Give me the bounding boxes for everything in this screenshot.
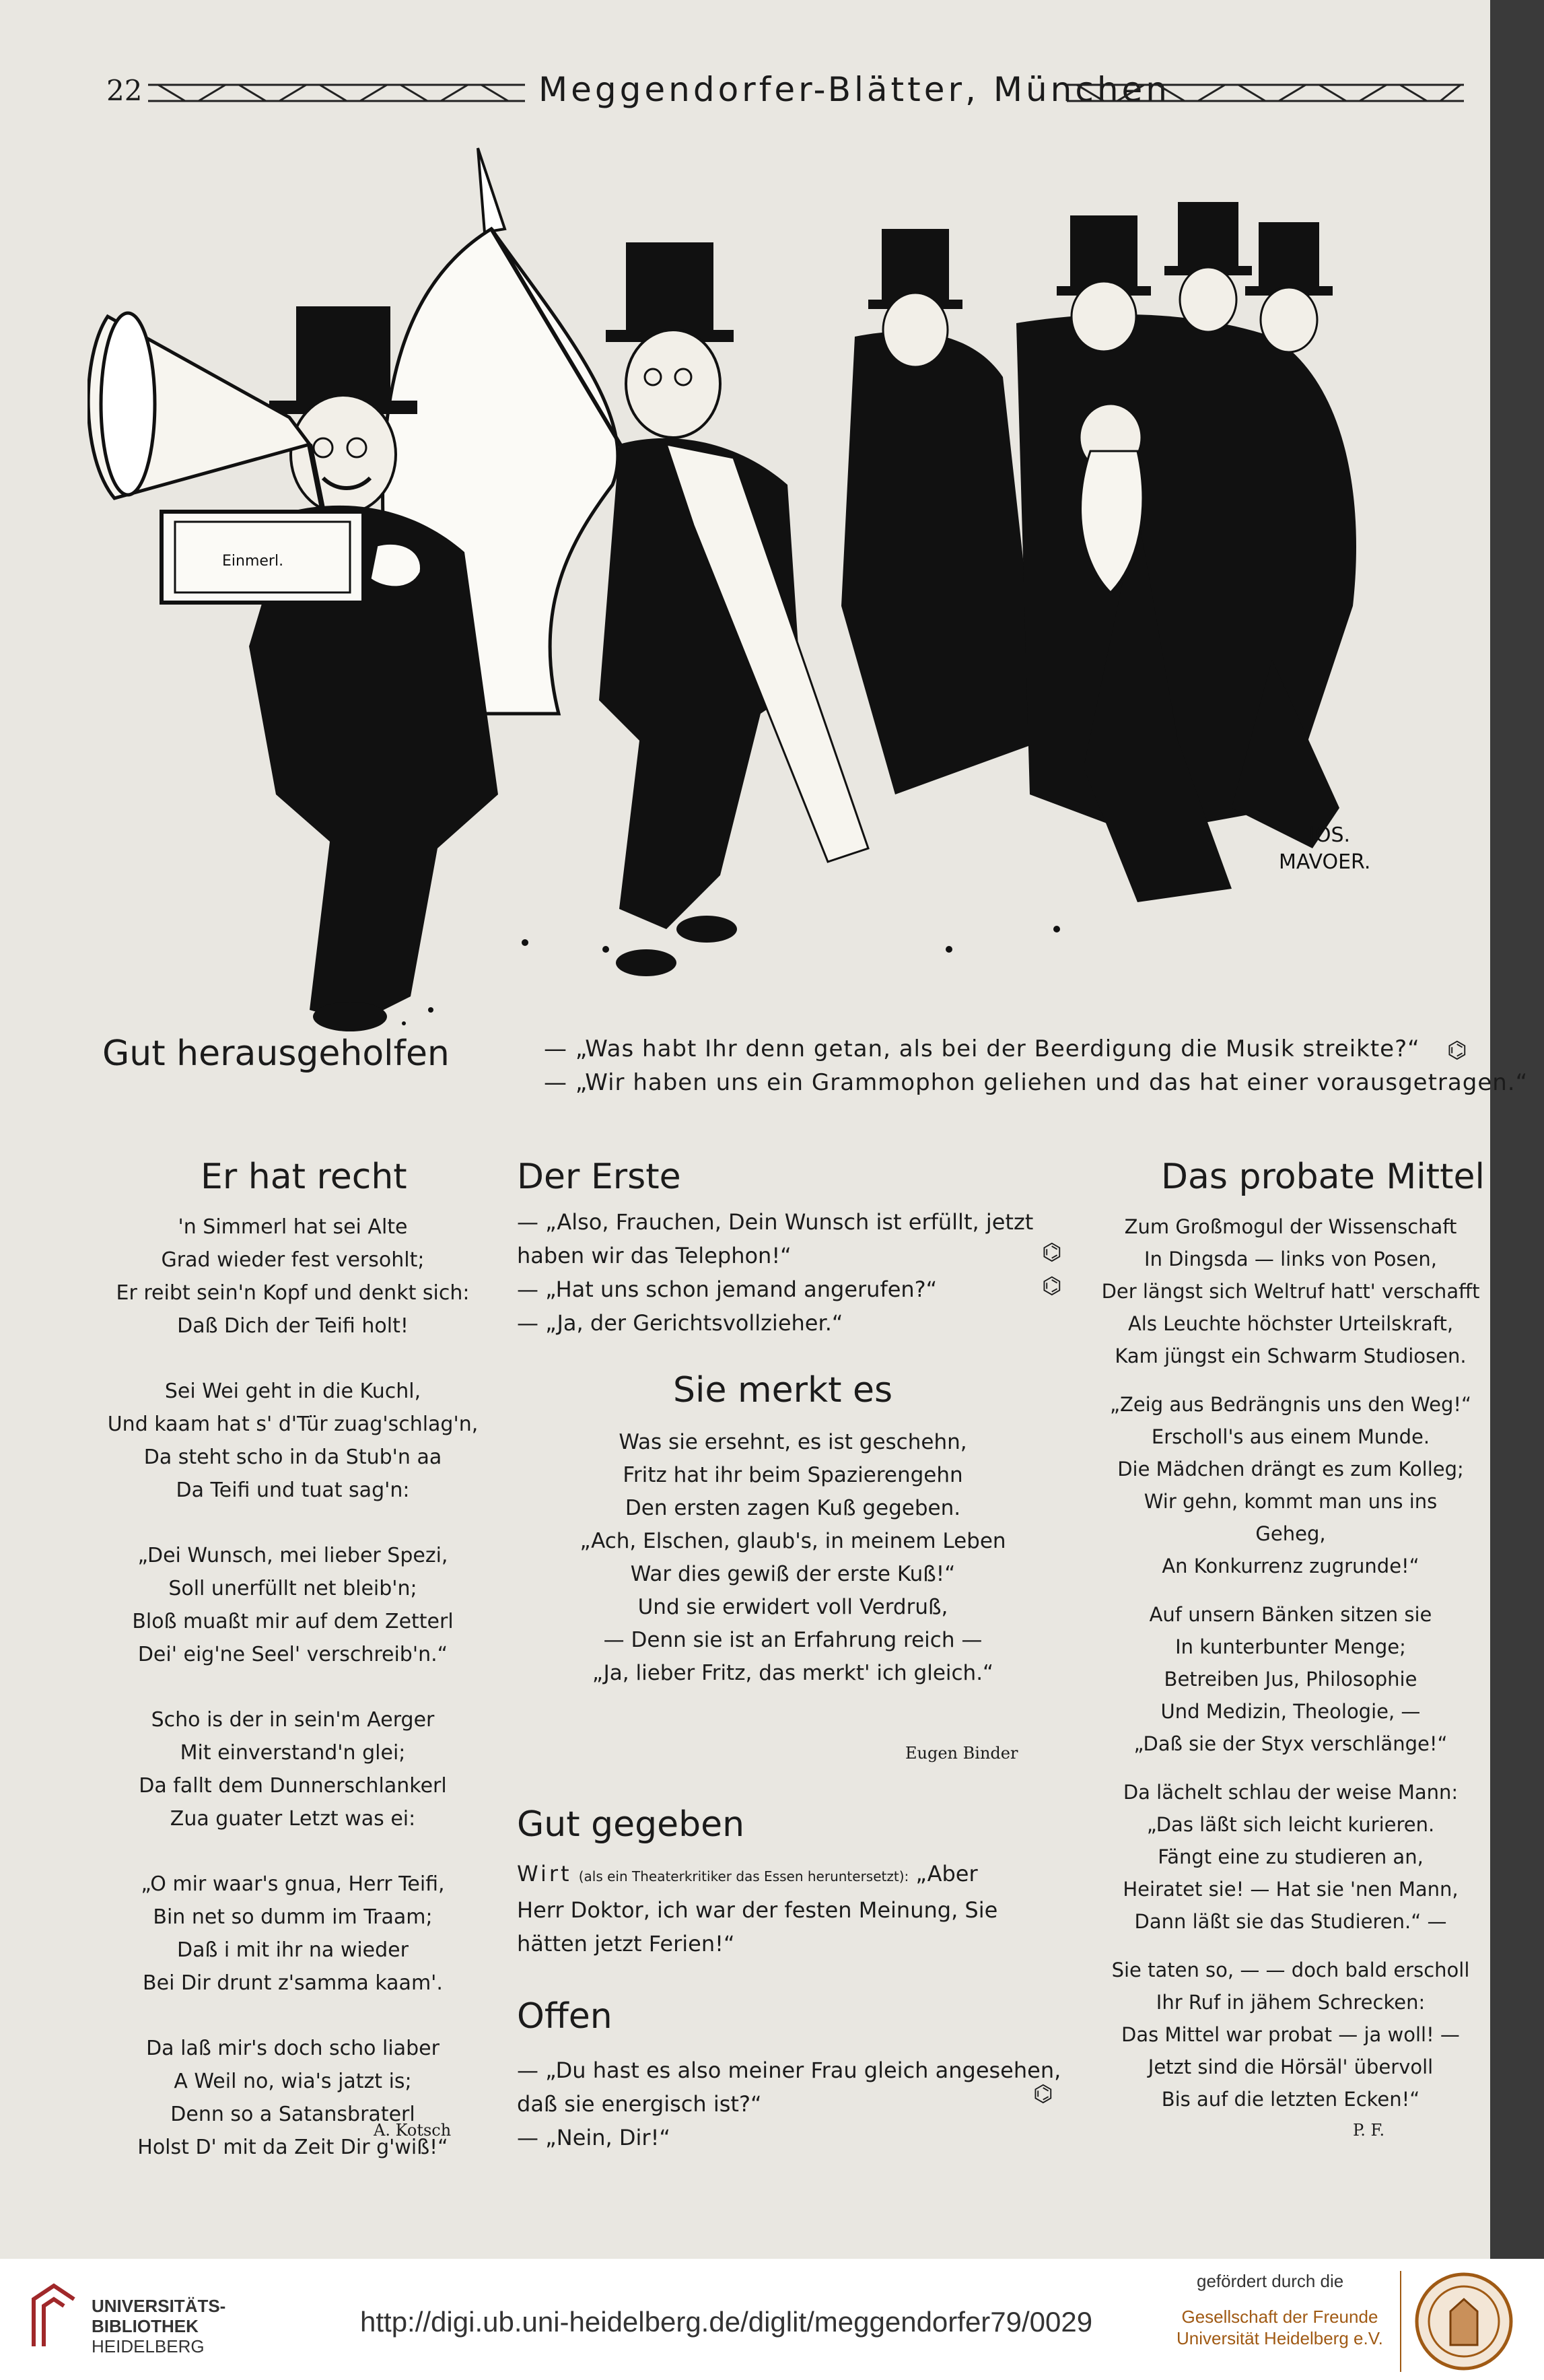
artist-signature-2: MAVOER. xyxy=(1279,850,1371,874)
artist-signature: IOS. xyxy=(1309,823,1351,847)
left-stanza xyxy=(87,1211,498,1342)
sponsor-line: Gesellschaft der Freunde xyxy=(1181,2307,1378,2327)
caption-line-1: — „Was habt Ihr denn getan, als bei der Beerdigung die Musik streikte?“ xyxy=(544,1035,1420,1062)
poem-line: An Konkurrenz zugrunde!“ xyxy=(1162,1555,1419,1577)
poem-line: Bin net so dumm im Traam; xyxy=(153,1905,433,1929)
library-line: HEIDELBERG xyxy=(92,2336,205,2356)
erste-line: haben wir das Telephon!“ xyxy=(517,1243,792,1268)
poem-line: „O mir waar's gnua, Herr Teifi, xyxy=(141,1872,445,1896)
poem-line: Dei' eig'ne Seel' verschreib'n.“ xyxy=(137,1643,448,1666)
header-ornament-right xyxy=(1063,79,1467,106)
poem-line: Da steht scho in da Stub'n aa xyxy=(143,1446,442,1469)
section-glyph-icon: ⌬ xyxy=(1033,2080,1053,2107)
poem-line: Erscholl's aus einem Munde. xyxy=(1151,1425,1430,1448)
library-logo-icon xyxy=(27,2279,81,2353)
page-number: 22 xyxy=(106,74,143,107)
poem-line: Das Mittel war probat — ja woll! — xyxy=(1121,2023,1460,2046)
erste-text xyxy=(517,1205,1069,1340)
poem-line: In Dingsda — links von Posen, xyxy=(1144,1248,1437,1270)
header-ornament-left xyxy=(145,79,528,106)
poem-line: Der längst sich Weltruf hatt' verschafft xyxy=(1101,1280,1480,1303)
poem-line: Da laß mir's doch scho liaber xyxy=(146,2037,440,2060)
poem-line: 'n Simmerl hat sei Alte xyxy=(178,1215,408,1239)
left-title: Er hat recht xyxy=(201,1157,407,1197)
gegeben-speaker: Wirt xyxy=(517,1861,572,1886)
gegeben-text xyxy=(517,1857,1069,1961)
poem-line: Da Teifi und tuat sag'n: xyxy=(176,1478,410,1502)
poem-line: Da fallt dem Dunnerschlankerl xyxy=(139,1774,447,1798)
gegeben-note: (als ein Theaterkritiker das Essen heruntersetzt): xyxy=(578,1868,909,1884)
poem-line: „Ach, Elschen, glaub's, in meinem Leben xyxy=(580,1529,1006,1553)
offen-line: — „Du hast es also meiner Frau gleich angesehen, xyxy=(517,2058,1061,2083)
erste-title: Der Erste xyxy=(517,1157,681,1197)
poem-line: Und sie erwidert voll Verdruß, xyxy=(637,1595,948,1619)
right-title: Das probate Mittel xyxy=(1161,1157,1485,1197)
left-poem xyxy=(87,1211,498,2168)
poem-line: Er reibt sein'n Kopf und denkt sich: xyxy=(116,1281,470,1305)
right-poem xyxy=(1094,1211,1487,2119)
poem-line: Bis auf die letzten Ecken!“ xyxy=(1161,2088,1420,2111)
left-stanza xyxy=(87,1703,498,1835)
cartoon-title: Gut herausgeholfen xyxy=(102,1033,450,1074)
poem-line: Den ersten zagen Kuß gegeben. xyxy=(625,1496,961,1520)
right-stanza xyxy=(1094,1776,1487,1938)
poem-line: Grad wieder fest versohlt; xyxy=(161,1248,425,1272)
sponsor-name xyxy=(1177,2306,1383,2349)
poem-line: Sie taten so, — — doch bald erscholl xyxy=(1111,1959,1470,1981)
poem-line: Soll unerfüllt net bleib'n; xyxy=(168,1577,417,1600)
poem-line: Betreiben Jus, Philosophie xyxy=(1164,1668,1417,1691)
right-stanza xyxy=(1094,1388,1487,1582)
poem-line: — Denn sie ist an Erfahrung reich — xyxy=(603,1628,983,1652)
poem-line: Fritz hat ihr beim Spazierengehn xyxy=(623,1463,963,1487)
gegeben-line: hätten jetzt Ferien!“ xyxy=(517,1931,735,1957)
merkt-poem xyxy=(517,1426,1069,1690)
right-signature: P. F. xyxy=(1353,2121,1385,2140)
permalink-url[interactable]: http://digi.ub.uni-heidelberg.de/diglit/meggendorfer79/0029 xyxy=(360,2306,1093,2338)
erste-line: — „Hat uns schon jemand angerufen?“ xyxy=(517,1277,938,1302)
left-signature: A. Kotsch xyxy=(374,2121,452,2140)
left-stanza xyxy=(87,2032,498,2164)
poem-line: Heiratet sie! — Hat sie 'nen Mann, xyxy=(1123,1878,1459,1901)
scan-edge xyxy=(1490,0,1544,2259)
poem-line: Scho is der in sein'm Aerger xyxy=(151,1708,435,1732)
cartoon-illustration xyxy=(87,135,1474,1044)
gegeben-title: Gut gegeben xyxy=(517,1804,745,1845)
erste-line: — „Also, Frauchen, Dein Wunsch ist erfüllt, jetzt xyxy=(517,1209,1034,1235)
poem-line: „Ja, lieber Fritz, das merkt' ich gleich.“ xyxy=(592,1661,994,1685)
poem-line: Fängt eine zu studieren an, xyxy=(1158,1845,1424,1868)
left-stanza xyxy=(87,1868,498,2000)
gegeben-first-line xyxy=(517,1857,1069,1893)
offen-title: Offen xyxy=(517,1996,612,2037)
poem-line: Daß i mit ihr na wieder xyxy=(177,1938,409,1962)
merkt-title: Sie merkt es xyxy=(673,1370,893,1410)
merkt-signature: Eugen Binder xyxy=(905,1744,1018,1763)
caption-line-2: — „Wir haben uns ein Grammophon geliehen und das hat einer vorausgetragen.“ xyxy=(544,1069,1529,1096)
gegeben-line: Herr Doktor, ich war der festen Meinung, Sie xyxy=(517,1897,998,1923)
poem-line: Jetzt sind die Hörsäl' übervoll xyxy=(1148,2055,1434,2078)
library-line: BIBLIOTHEK xyxy=(92,2316,199,2336)
poem-line: Daß Dich der Teifi holt! xyxy=(177,1314,409,1338)
sponsor-label: gefördert durch die xyxy=(1197,2271,1344,2291)
right-stanza xyxy=(1094,1211,1487,1372)
poem-line: Ihr Ruf in jähem Schrecken: xyxy=(1156,1991,1426,2014)
poem-line: Bloß muaßt mir auf dem Zetterl xyxy=(132,1610,454,1633)
magazine-title: Meggendorfer-Blätter, München xyxy=(538,70,1170,109)
offen-text xyxy=(517,2053,1069,2154)
poem-line: Mit einverstand'n glei; xyxy=(180,1741,406,1765)
poem-line: Geheg, xyxy=(1255,1522,1326,1545)
library-line: UNIVERSITÄTS- xyxy=(92,2296,226,2316)
poem-line: „Daß sie der Styx verschlänge!“ xyxy=(1133,1732,1448,1755)
poem-line: „Dei Wunsch, mei lieber Spezi, xyxy=(137,1544,448,1567)
poem-line: In kunterbunter Menge; xyxy=(1175,1635,1406,1658)
poem-line: War dies gewiß der erste Kuß!“ xyxy=(630,1562,956,1586)
right-stanza xyxy=(1094,1598,1487,1760)
poem-line: Dann läßt sie das Studieren.“ — xyxy=(1134,1910,1447,1933)
gegeben-quote-start: „Aber xyxy=(915,1861,978,1886)
poem-line: „Zeig aus Bedrängnis uns den Weg!“ xyxy=(1109,1393,1472,1416)
sponsor-line: Universität Heidelberg e.V. xyxy=(1177,2328,1383,2348)
poem-line: Zum Großmogul der Wissenschaft xyxy=(1124,1215,1457,1238)
poem-line: „Das läßt sich leicht kurieren. xyxy=(1146,1813,1435,1836)
section-glyph-icon: ⌬ xyxy=(1042,1272,1062,1299)
sponsor-divider xyxy=(1400,2271,1401,2372)
poem-line: Kam jüngst ein Schwarm Studiosen. xyxy=(1115,1345,1467,1367)
poem-line: Wir gehn, kommt man uns ins xyxy=(1144,1490,1438,1513)
university-seal-icon xyxy=(1413,2271,1514,2372)
poem-line: Als Leuchte höchster Urteilskraft, xyxy=(1127,1312,1454,1335)
left-stanza xyxy=(87,1375,498,1507)
poem-line: Da lächelt schlau der weise Mann: xyxy=(1123,1781,1459,1804)
poem-line: Was sie ersehnt, es ist geschehn, xyxy=(619,1430,967,1454)
poem-line: Bei Dir drunt z'samma kaam'. xyxy=(143,1971,443,1995)
poem-line: Denn so a Satansbraterl xyxy=(170,2103,415,2126)
left-stanza xyxy=(87,1539,498,1671)
poem-line: Zua guater Letzt was ei: xyxy=(170,1807,416,1831)
poem-line: Sei Wei geht in die Kuchl, xyxy=(164,1380,421,1403)
section-glyph-icon: ⌬ xyxy=(1042,1239,1062,1266)
section-glyph-icon: ⌬ xyxy=(1447,1037,1467,1064)
offen-line: — „Nein, Dir!“ xyxy=(517,2125,670,2150)
poem-line: A Weil no, wia's jatzt is; xyxy=(174,2070,412,2093)
gramophone-label: Einmerl. xyxy=(222,553,284,570)
library-name xyxy=(92,2296,225,2356)
poem-line: Auf unsern Bänken sitzen sie xyxy=(1149,1603,1432,1626)
erste-line: — „Ja, der Gerichtsvollzieher.“ xyxy=(517,1310,843,1336)
poem-line: Die Mädchen drängt es zum Kolleg; xyxy=(1117,1458,1464,1481)
poem-line: Und kaam hat s' d'Tür zuag'schlag'n, xyxy=(107,1413,479,1436)
right-stanza xyxy=(1094,1954,1487,2115)
poem-line: Und Medizin, Theologie, — xyxy=(1160,1700,1421,1723)
offen-line: daß sie energisch ist?“ xyxy=(517,2091,762,2117)
poem-line: Holst D' mit da Zeit Dir g'wiß!“ xyxy=(137,2136,448,2159)
